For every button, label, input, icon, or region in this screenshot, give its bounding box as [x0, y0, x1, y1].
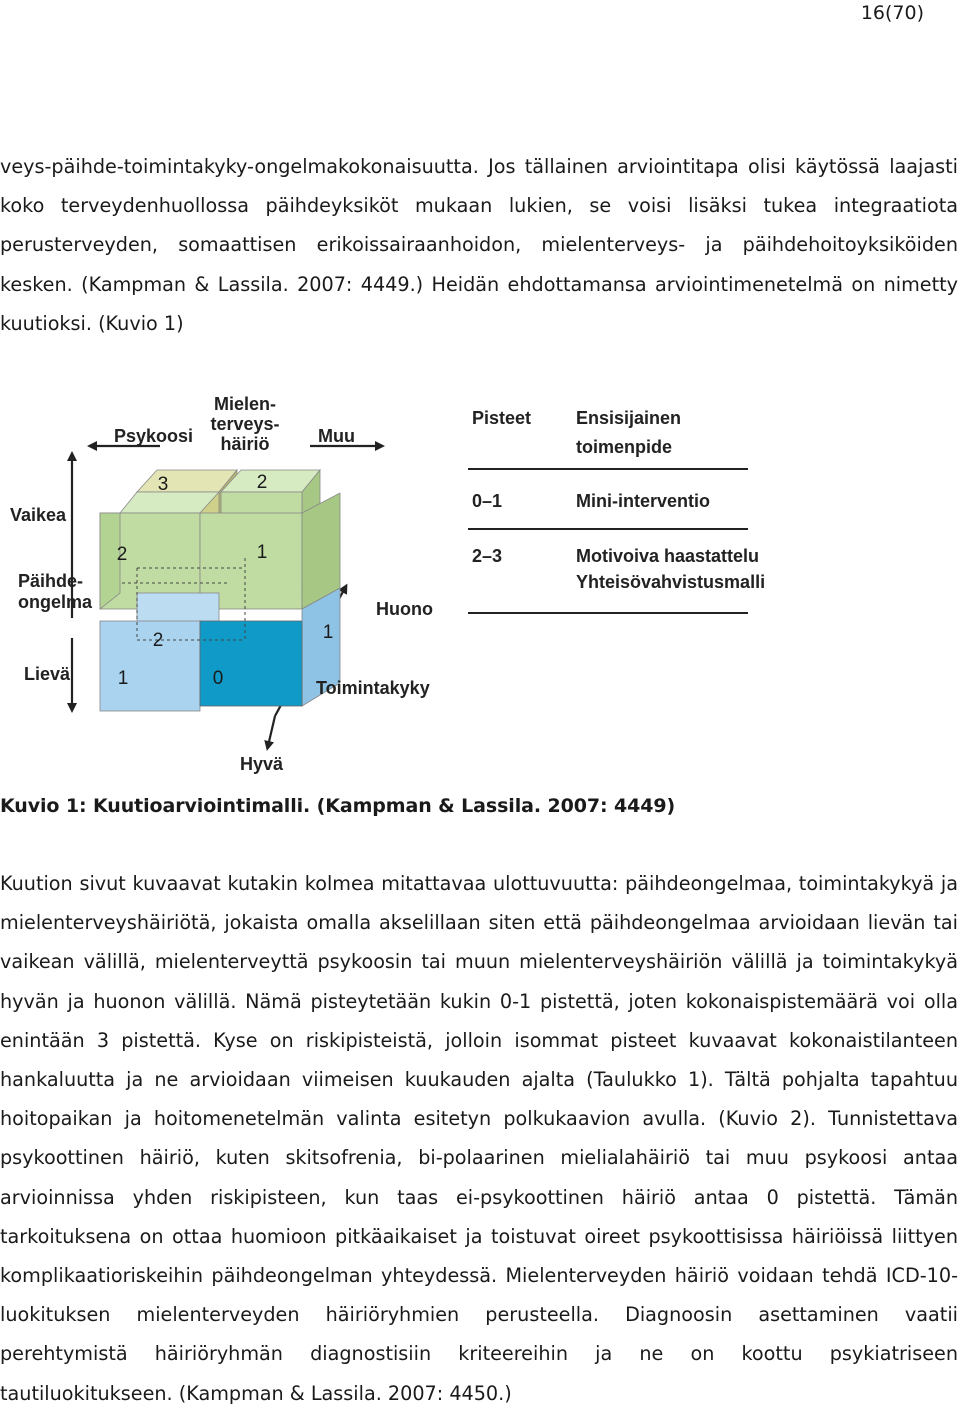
- body-paragraph-1: veys-päihde-toimintakyky-ongelmakokonaisuutta. Jos tällainen arviointitapa olisi käytössä laajasti koko terveydenhuollossa päihdeyksiköt mukaan lukien, se voisi lisäksi tukea integraatiota perusterveyden, somaattisen erikoissairaanhoidon, mielenterveys- ja päihdehoitoyksiköiden kesken. (Kampman & Lassila. 2007: 4449.) Heidän ehdottamansa arviointimenetelmä on nimetty kuutioksi. (Kuvio 1): [0, 155, 958, 335]
- label-mielenterveys-1: Mielen-: [213, 394, 277, 414]
- label-paihde-1: Päihde-: [18, 571, 84, 591]
- label-lieva: Lievä: [24, 664, 71, 684]
- label-paihde-2: ongelma: [18, 592, 93, 612]
- label-toimintakyky: Toimintakyky: [316, 678, 430, 698]
- table-header-score: Pisteet: [472, 408, 532, 428]
- table-row-1-action: Mini-interventio: [576, 491, 710, 511]
- score-mid-left: 2: [116, 544, 128, 565]
- cube-bottom-front: [200, 621, 302, 706]
- cube-bottom-left: [100, 621, 200, 711]
- table-header-action-1: Ensisijainen: [576, 408, 682, 428]
- table-row-1-score: 0–1: [472, 491, 503, 511]
- label-mielenterveys-3: häiriö: [220, 434, 270, 454]
- score-lower-right: 1: [322, 622, 334, 643]
- score-bottom-left: 1: [117, 668, 129, 689]
- score-top-front: 2: [256, 472, 268, 493]
- label-hyva: Hyvä: [240, 754, 284, 774]
- score-mid-right: 1: [256, 542, 268, 563]
- page-number: 16(70): [860, 2, 924, 24]
- label-psykoosi: Psykoosi: [114, 426, 194, 446]
- table-row-2-action-1: Motivoiva haastattelu: [576, 546, 760, 566]
- body-paragraph-2: Kuution sivut kuvaavat kutakin kolmea mitattavaa ulottuvuutta: päihdeongelmaa, toimintakykyä ja mielenterveyshäiriötä, jokaista omalla akselillaan siten että päihdeongelmaa arvioidaan lievän tai vaikean välillä, mielenterveyttä psykoosin tai muun mielenterveyshäiriön välillä ja toimintakykyä hyvän ja huonon välillä. Nämä pisteytetään kukin 0-1 pistettä, joten kokonaispistemäärä voi olla enintään 3 pistettä. Kyse on riskipisteistä, jolloin isommat pisteet kuvaavat kokonaistilanteen hankaluutta ja ne arvioidaan viimeisen kuukauden ajalta (Taulukko 1). Tältä pohjalta tapahtuu hoitopaikan ja hoitomenetelmän valinta esitetyn polkukaavion avulla. (Kuvio 2). Tunnistettava psykoottinen häiriö, kuten skitsofrenia, bi-polaarinen mielialahäiriö tai muu psykoosi antaa arvioinnissa yhden riskipisteen, kun taas ei-psykoottinen häiriö antaa 0 pistettä. Tämän tarkoituksena on ottaa huomioon pitkäaikaiset ja toistuvat oireet psykoottisissa häiriöissä liittyen komplikaatioriskeihin päihdeongelman yhteydessä. Mielenterveyden häiriö voidaan tehdä ICD-10-luokituksen mielenterveyden häiriöryhmien perusteella. Diagnoosin asettaminen vaatii perehtymistä häiriöryhmän diagnostisiin kriteereihin ja ne on koottu psykiatriseen tautiluokitukseen. (Kampman & Lassila. 2007: 4450.): [0, 872, 958, 1405]
- score-bottom-front: 0: [212, 668, 224, 689]
- figure-caption: Kuvio 1: Kuutioarviointimalli. (Kampman & Lassila. 2007: 4449): [0, 795, 676, 817]
- label-vaikea: Vaikea: [10, 505, 67, 525]
- table-header-action-2: toimenpide: [576, 437, 673, 457]
- score-lower-back: 2: [152, 630, 164, 651]
- table-row-2-score: 2–3: [472, 546, 503, 566]
- score-top-back: 3: [157, 474, 169, 495]
- label-huono: Huono: [376, 599, 433, 619]
- function-axis-arrow-down: [268, 716, 275, 746]
- table-row-2-action-2: Yhteisövahvistusmalli: [576, 572, 766, 592]
- cube-assessment-figure: [0, 378, 960, 778]
- label-mielenterveys-2: terveys-: [210, 414, 280, 434]
- cube-diagram: [0, 378, 960, 778]
- label-muu: Muu: [318, 426, 355, 446]
